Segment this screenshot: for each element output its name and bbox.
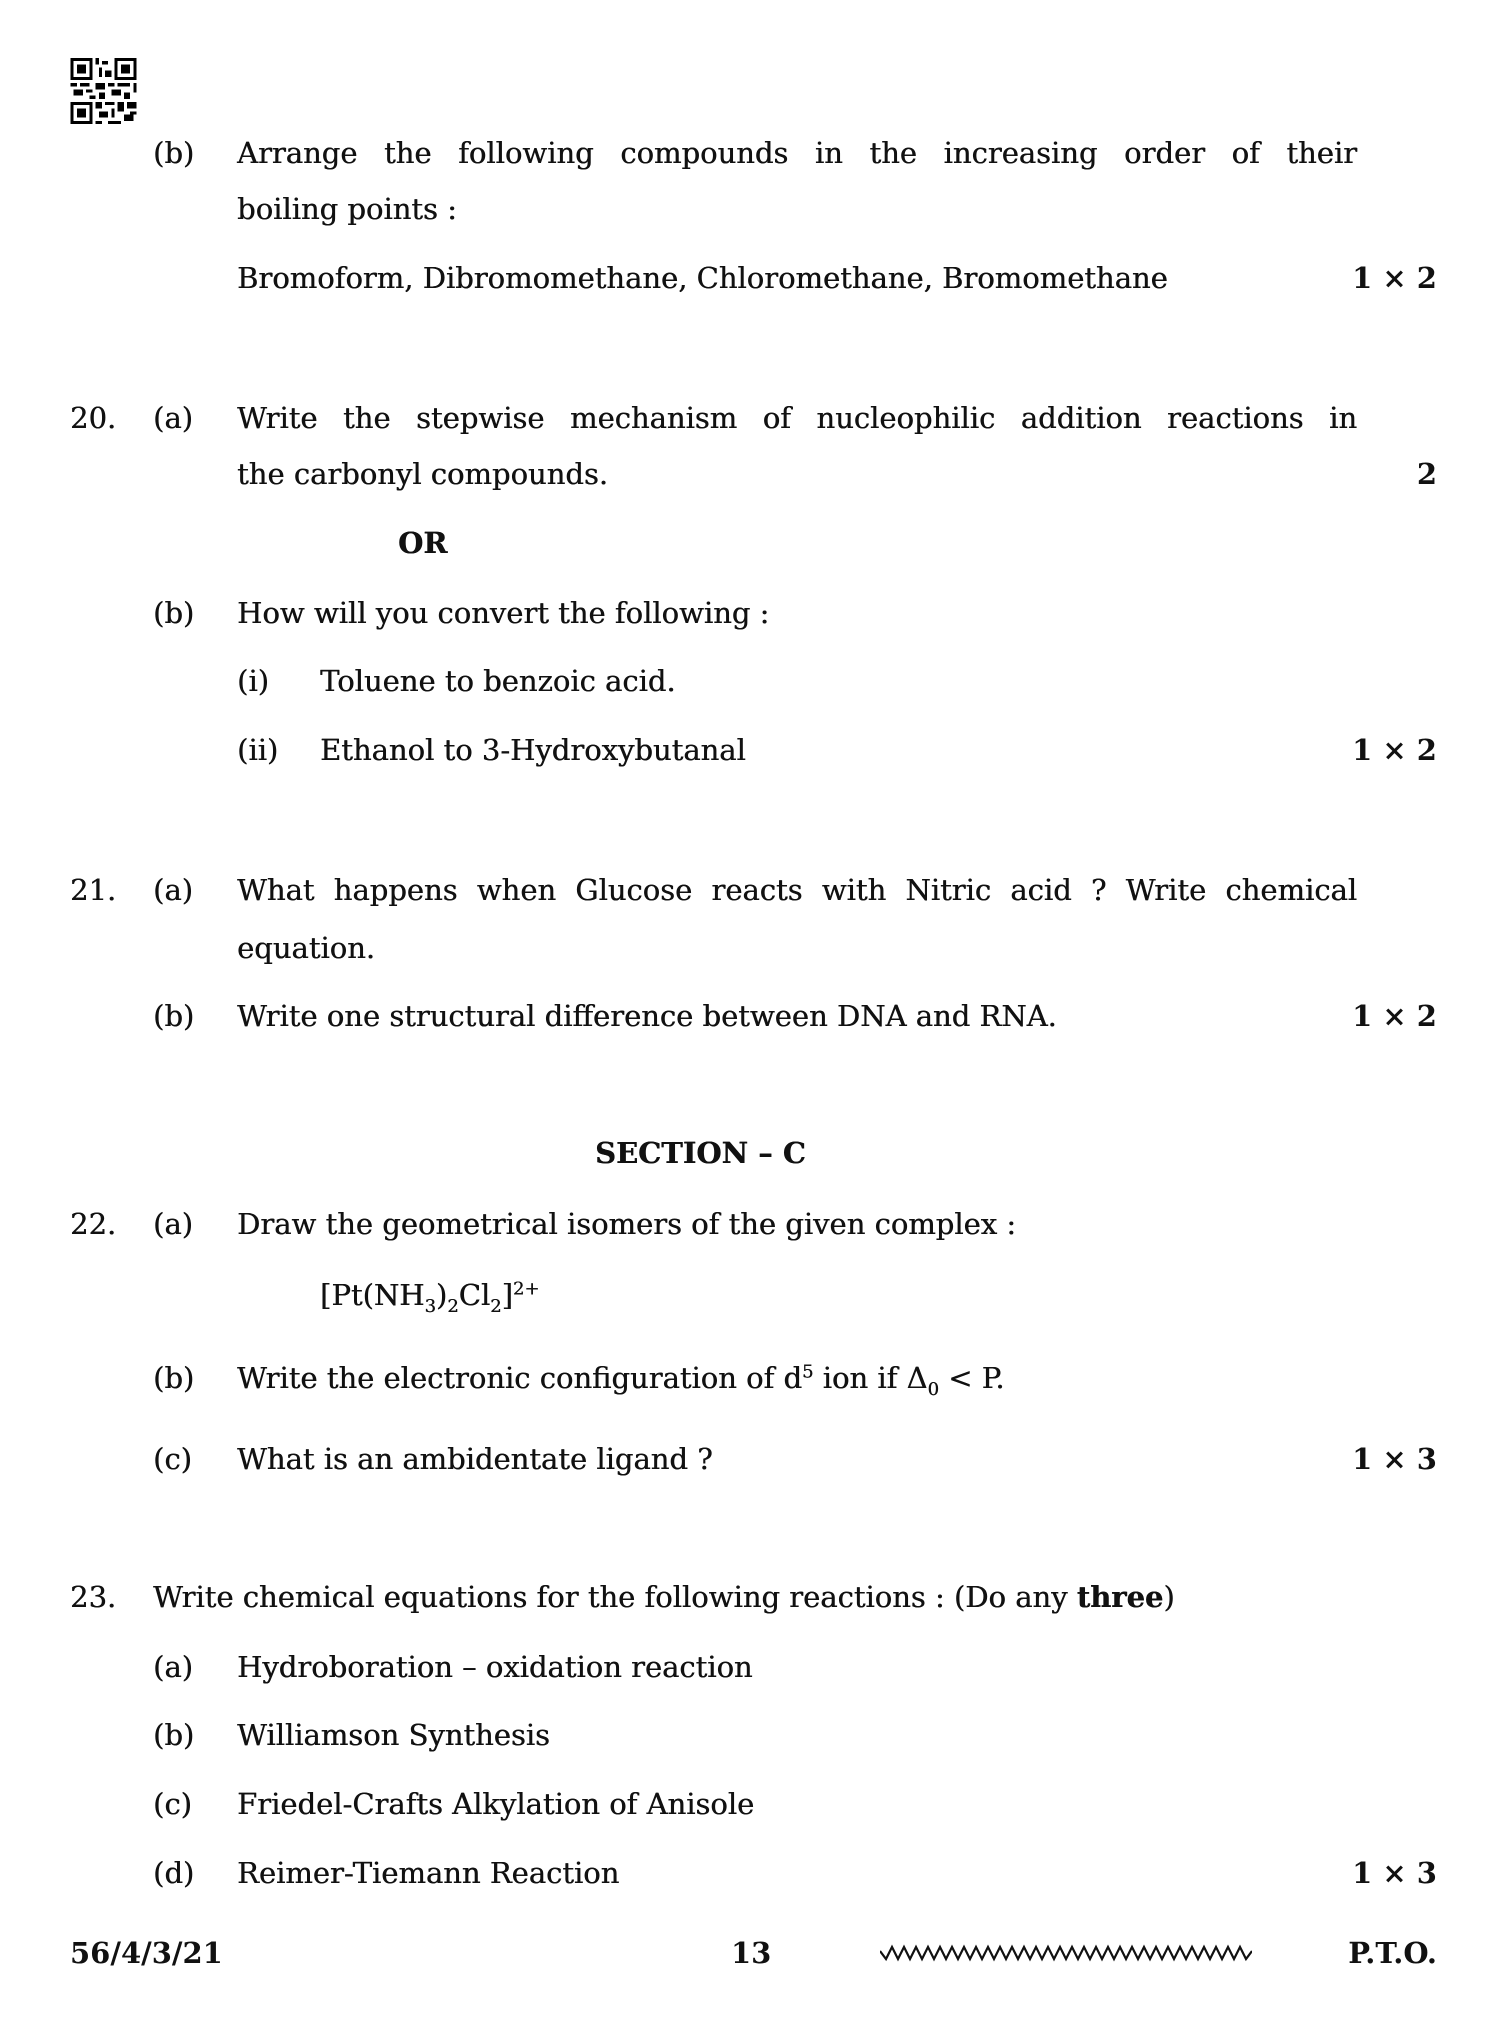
- q22b-text: Write the electronic configuration of $d^5$ ion if $\Delta_0 < P$.: [237, 1361, 1005, 1400]
- q21a-line2: equation.: [237, 931, 375, 965]
- q20b-item-text: Toluene to benzoic acid.: [320, 664, 676, 698]
- footer-paper-code: 56/4/3/21: [70, 1936, 223, 1970]
- q23-item-label: (a): [153, 1650, 193, 1684]
- q22c-text: What is an ambidentate ligand ?: [237, 1442, 713, 1476]
- q21-number: 21.: [70, 873, 117, 907]
- q22a-formula: $[Pt(NH_3)_2Cl_2]^{2+}$: [320, 1278, 540, 1317]
- qr-code-icon: [70, 58, 137, 124]
- q19b-compounds: Bromoform, Dibromomethane, Chloromethane, Bromomethane: [237, 261, 1168, 295]
- section-c-heading: SECTION – C: [595, 1136, 806, 1170]
- q19b-line1: Arrange the following compounds in the increasing order of their: [237, 136, 1357, 170]
- q19b-label: (b): [153, 136, 195, 170]
- q22b-label: (b): [153, 1361, 195, 1395]
- q20b-item-text: Ethanol to 3-Hydroxybutanal: [320, 733, 746, 767]
- q22a-text: Draw the geometrical isomers of the given complex :: [237, 1207, 1017, 1241]
- q23-number: 23.: [70, 1580, 117, 1614]
- footer-pto: P.T.O.: [1348, 1936, 1437, 1970]
- q20b-text: How will you convert the following :: [237, 596, 770, 630]
- q20a-marks: 2: [1416, 457, 1437, 491]
- q23-item-text: Hydroboration – oxidation reaction: [237, 1650, 753, 1684]
- q20b-item-label: (ii): [237, 733, 279, 767]
- q19b-line2: boiling points :: [237, 192, 457, 226]
- q21-marks: 1 × 2: [1352, 999, 1437, 1033]
- q21b-text: Write one structural difference between DNA and RNA.: [237, 999, 1057, 1033]
- q20b-marks: 1 × 2: [1352, 733, 1437, 767]
- q20a-label: (a): [153, 401, 193, 435]
- q20-or-divider: OR: [398, 526, 448, 560]
- q21b-label: (b): [153, 999, 195, 1033]
- q23-item-label: (b): [153, 1718, 195, 1752]
- q23-marks: 1 × 3: [1352, 1856, 1437, 1890]
- q23-text: Write chemical equations for the following reactions : (Do any three): [153, 1580, 1175, 1614]
- q19b-marks: 1 × 2: [1352, 261, 1437, 295]
- q20b-item-label: (i): [237, 664, 269, 698]
- q23-item-text: Reimer-Tiemann Reaction: [237, 1856, 620, 1890]
- q20a-line2: the carbonyl compounds.: [237, 457, 608, 491]
- q23-item-text: Williamson Synthesis: [237, 1718, 550, 1752]
- q22-number: 22.: [70, 1207, 117, 1241]
- q20a-line1: Write the stepwise mechanism of nucleophilic addition reactions in: [237, 401, 1357, 435]
- q21a-label: (a): [153, 873, 193, 907]
- q22-marks: 1 × 3: [1352, 1442, 1437, 1476]
- footer-page-number: 13: [731, 1936, 772, 1970]
- wavy-line-divider: [880, 1943, 1252, 1963]
- q20-number: 20.: [70, 401, 117, 435]
- q22a-label: (a): [153, 1207, 193, 1241]
- q23-item-label: (d): [153, 1856, 195, 1890]
- q22c-label: (c): [153, 1442, 192, 1476]
- q23-item-label: (c): [153, 1787, 192, 1821]
- q20b-label: (b): [153, 596, 195, 630]
- q23-item-text: Friedel-Crafts Alkylation of Anisole: [237, 1787, 755, 1821]
- q21a-line1: What happens when Glucose reacts with Nitric acid ? Write chemical: [237, 873, 1357, 907]
